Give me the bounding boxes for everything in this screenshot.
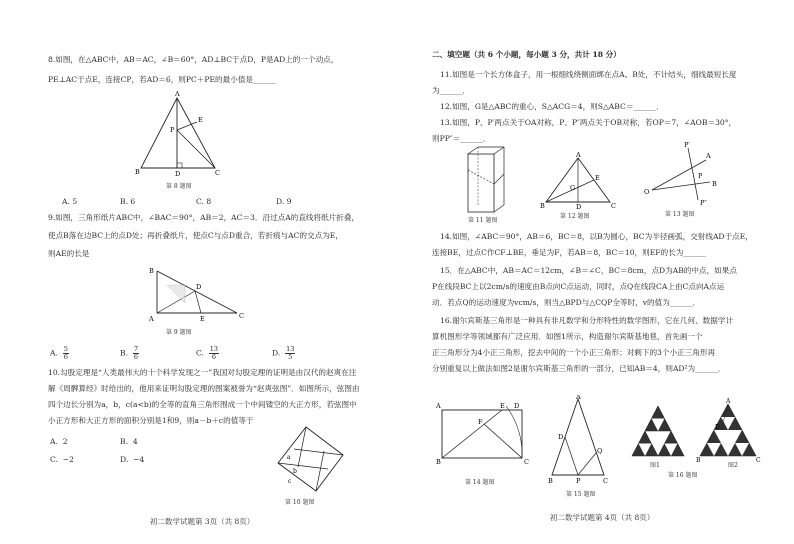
- q12-label-B: B: [540, 202, 545, 210]
- q9-label-D: D: [196, 283, 202, 291]
- q8-text-line1: 8.如图，在△ABC中，AB＝AC，∠B＝60°，AD⊥BC于点D，P是AD上的一个动点，: [48, 55, 339, 64]
- q10-figure-caption: 第 10 题图: [285, 499, 315, 506]
- option-value: −4: [133, 455, 145, 464]
- q8-label-C: C: [215, 169, 220, 177]
- q16-text-line2: 算机图形学等领域都有广泛应用．如图1所示，构造谢尔宾斯基地毯，首先画一个: [432, 332, 703, 341]
- q12-label-G: G: [570, 184, 576, 192]
- q12-text-line1: 12.如图，G是△ABC的重心，S△ACG＝4，则S△ABC＝______．: [440, 102, 664, 111]
- numerator: 13: [209, 345, 219, 353]
- q10-text-line1: 10.勾股定理是“人类最伟大的十个科学发现之一”我国对勾股定理的证明是由汉代的赵爽在注: [48, 368, 357, 377]
- option-key: A.: [50, 348, 58, 358]
- option-key: B.: [120, 437, 128, 446]
- q8-option-c: [196, 197, 211, 206]
- q13-label-A: A: [706, 152, 711, 160]
- q9-label-B: B: [149, 267, 154, 275]
- q10-text-line3: 四个边长分别为a，b，c(a<b)的全等的直角三角形围成一个中间镂空的大正方形，若弦图中: [48, 400, 357, 409]
- q9-text-line1: 9.如图，三角形纸片ABC中，∠BAC＝90°，AB＝2，AC＝3．沿过点A的直线将纸片折叠，: [48, 213, 360, 222]
- option-key: D.: [120, 455, 129, 464]
- option-key: A.: [50, 437, 58, 446]
- fraction: [133, 346, 139, 361]
- q15-label-B: B: [548, 477, 553, 485]
- q15-label-D: D: [558, 433, 564, 441]
- option-value: 4: [132, 437, 138, 446]
- q8-figure: [135, 90, 255, 182]
- numerator: 7: [133, 345, 138, 353]
- q10-text-line2: 解《周髀算经》时给出的，他用来证明勾股定理的图案被誉为“赵爽弦图”．如图所示，弦图由: [48, 384, 360, 393]
- option-key: C.: [196, 197, 204, 206]
- q9-option-a: [50, 346, 69, 361]
- option-value: 9: [286, 197, 292, 206]
- q16-figure-1-label: 图1: [650, 462, 660, 469]
- q13-text-line1: 13.如图，P、P′两点关于OA对称，P、P″两点关于OB对称，若OP＝7，∠AOB＝30°，: [440, 118, 737, 127]
- q10-label-c: c: [288, 478, 292, 485]
- left-page-footer: 初二数学试题第 3页（共 8页）: [150, 517, 255, 526]
- q14-label-E: E: [500, 402, 505, 410]
- q13-figure-caption: 第 13 题图: [665, 211, 695, 218]
- q9-figure-caption: 第 9 题图: [166, 329, 192, 336]
- q13-label-P1: P′: [684, 142, 690, 149]
- q16-label-B: B: [696, 457, 701, 464]
- q14-figure: [434, 400, 534, 472]
- q13-text-line2: 则PP″＝______．: [432, 134, 491, 143]
- q16-figure-2-label: 图2: [728, 462, 738, 469]
- q16-figure-caption: 第 16 题图: [668, 472, 698, 479]
- q16-figure-1: [628, 402, 688, 462]
- q8-option-d: [276, 197, 292, 206]
- q13-label-B: B: [712, 180, 717, 188]
- q14-label-C: C: [524, 458, 529, 466]
- q16-label-D: D: [715, 424, 720, 431]
- numerator: 5: [63, 345, 68, 353]
- q10-figure: [268, 425, 348, 495]
- q16-text-line3: 正三角形分为4小正三角形，挖去中间的一个小正三角形；对剩下的3个小正三角形再: [432, 348, 716, 357]
- q9-figure: [145, 263, 250, 328]
- denominator: 6: [63, 353, 68, 361]
- right-page-footer: 初二数学试题第 4页（共 8页）: [550, 513, 655, 522]
- q16-figure-2: [696, 398, 762, 464]
- q9-option-b: [120, 346, 139, 361]
- q10-option-d: [120, 455, 144, 464]
- q8-label-A: A: [175, 90, 180, 98]
- q15-figure: [548, 395, 610, 487]
- option-key: C.: [50, 455, 58, 464]
- option-key: A.: [62, 197, 70, 206]
- q9-text-line3: 则AE的长是: [48, 249, 90, 258]
- q12-label-C: C: [611, 202, 616, 210]
- q9-text-line2: 使点B落在边BC上的点D处；再折叠纸片，使点C与点D重合，若折痕与AC的交点为E，: [48, 231, 343, 240]
- section-heading: 二、填空题（共 6 个小题，每小题 3 分，共计 18 分）: [432, 50, 621, 59]
- q8-option-b: [120, 197, 135, 206]
- q15-text-line2: P在线段BC上以2cm/s的速度由B点向C点运动，同时，点Q在线段CA上由C点向A点运: [432, 282, 725, 291]
- q15-text-line1: 15．在△ABC中，AB＝AC＝12cm，∠B＝∠C，BC＝8cm，点D为AB的中点，如果点: [440, 266, 737, 275]
- q15-figure-caption: 第 15 题图: [566, 491, 596, 498]
- q14-label-F: F: [478, 418, 483, 426]
- q13-figure: [644, 142, 724, 208]
- q10-option-c: [50, 455, 74, 464]
- denominator: 6: [211, 353, 216, 361]
- q13-label-P2: P″: [700, 199, 707, 207]
- q16-label-C: C: [756, 457, 761, 464]
- q12-label-D: D: [576, 203, 582, 210]
- q15-label-A: A: [576, 395, 581, 401]
- q14-figure-caption: 第 14 题图: [465, 479, 495, 486]
- option-key: D.: [272, 348, 281, 358]
- q8-label-B: B: [135, 168, 140, 176]
- q9-option-c: [196, 346, 219, 361]
- q8-figure-caption: 第 8 题图: [166, 183, 192, 190]
- fraction: [209, 346, 219, 361]
- q10-option-a: [50, 437, 68, 446]
- q9-label-E: E: [200, 315, 205, 323]
- q8-label-E: E: [198, 116, 203, 124]
- option-value: 6: [130, 197, 136, 206]
- option-key: C.: [196, 348, 204, 358]
- numerator: 13: [286, 345, 295, 353]
- q10-text-line4: 小正方形和大正方形的面积分别是1和9，则a－b＋c的值等于: [48, 416, 254, 425]
- q15-label-Q: Q: [597, 447, 603, 455]
- q13-label-P: P: [698, 172, 703, 180]
- q11-text-line2: 为______．: [432, 86, 470, 95]
- option-key: B.: [120, 348, 128, 358]
- q8-label-D: D: [175, 170, 181, 178]
- q11-text-line1: 11.如图是一个长方体盒子，用一根细线绕侧面绑在点A、B处，不计结头，细线最短长度: [440, 70, 737, 79]
- q15-label-P: P: [576, 477, 581, 485]
- q8-text-line2: PE⊥AC于点E，连接CP，若AD＝6，则PC＋PE的最小值是______: [48, 75, 276, 84]
- q13-label-O: O: [644, 188, 650, 196]
- q14-text-line2: 连接BE，过点C作CF⊥BE，垂足为F，若AB＝8，BC＝10，则EF的长为______: [432, 248, 707, 257]
- q15-label-C: C: [603, 477, 608, 485]
- q16-text-line4: 分别重复以上做法如图2是谢尔宾斯基三角形的一部分，已知AB＝4，则AD²为______．: [432, 364, 726, 373]
- q8-label-P: P: [170, 126, 175, 134]
- option-key: B.: [120, 197, 128, 206]
- q10-option-b: [120, 437, 138, 446]
- q10-label-a: a: [287, 454, 291, 461]
- option-key: D.: [276, 197, 285, 206]
- q11-figure: [462, 144, 512, 216]
- q16-label-A: A: [726, 398, 731, 405]
- option-value: −2: [62, 455, 74, 464]
- q9-label-A: A: [149, 315, 154, 323]
- q9-label-C: C: [239, 312, 244, 320]
- q15-text-line3: 动．若点Q的运动速度为vcm/s，则当△BPD与△CQP全等时，v的值为______．: [432, 298, 701, 307]
- fraction: [63, 346, 69, 361]
- denominator: 5: [288, 353, 293, 361]
- denominator: 6: [133, 353, 138, 361]
- q10-label-b: b: [293, 468, 297, 475]
- fraction: [285, 346, 295, 361]
- q16-text-line1: 16.谢尔宾斯基三角形是一种具有非凡数学和分形特性的数学图形，它在几何、数据学计: [440, 316, 734, 325]
- q14-label-D: D: [514, 402, 520, 410]
- q9-option-d: [272, 346, 295, 361]
- option-value: 2: [62, 437, 68, 446]
- q11-figure-caption: 第 11 题图: [468, 217, 498, 224]
- q12-figure-caption: 第 12 题图: [560, 213, 590, 220]
- q12-label-A: A: [576, 152, 581, 159]
- q12-figure: [540, 152, 620, 210]
- q12-label-E: E: [595, 174, 600, 182]
- option-value: 8: [206, 197, 212, 206]
- q8-option-a: [62, 197, 77, 206]
- option-value: 5: [72, 197, 78, 206]
- q14-label-B: B: [436, 458, 441, 466]
- q14-text-line1: 14.如图，∠ABC＝90°，AB＝6，BC＝8，以B为圆心，BC为半径画弧，交射线AD于点E，: [440, 232, 753, 241]
- q14-label-A: A: [436, 402, 441, 410]
